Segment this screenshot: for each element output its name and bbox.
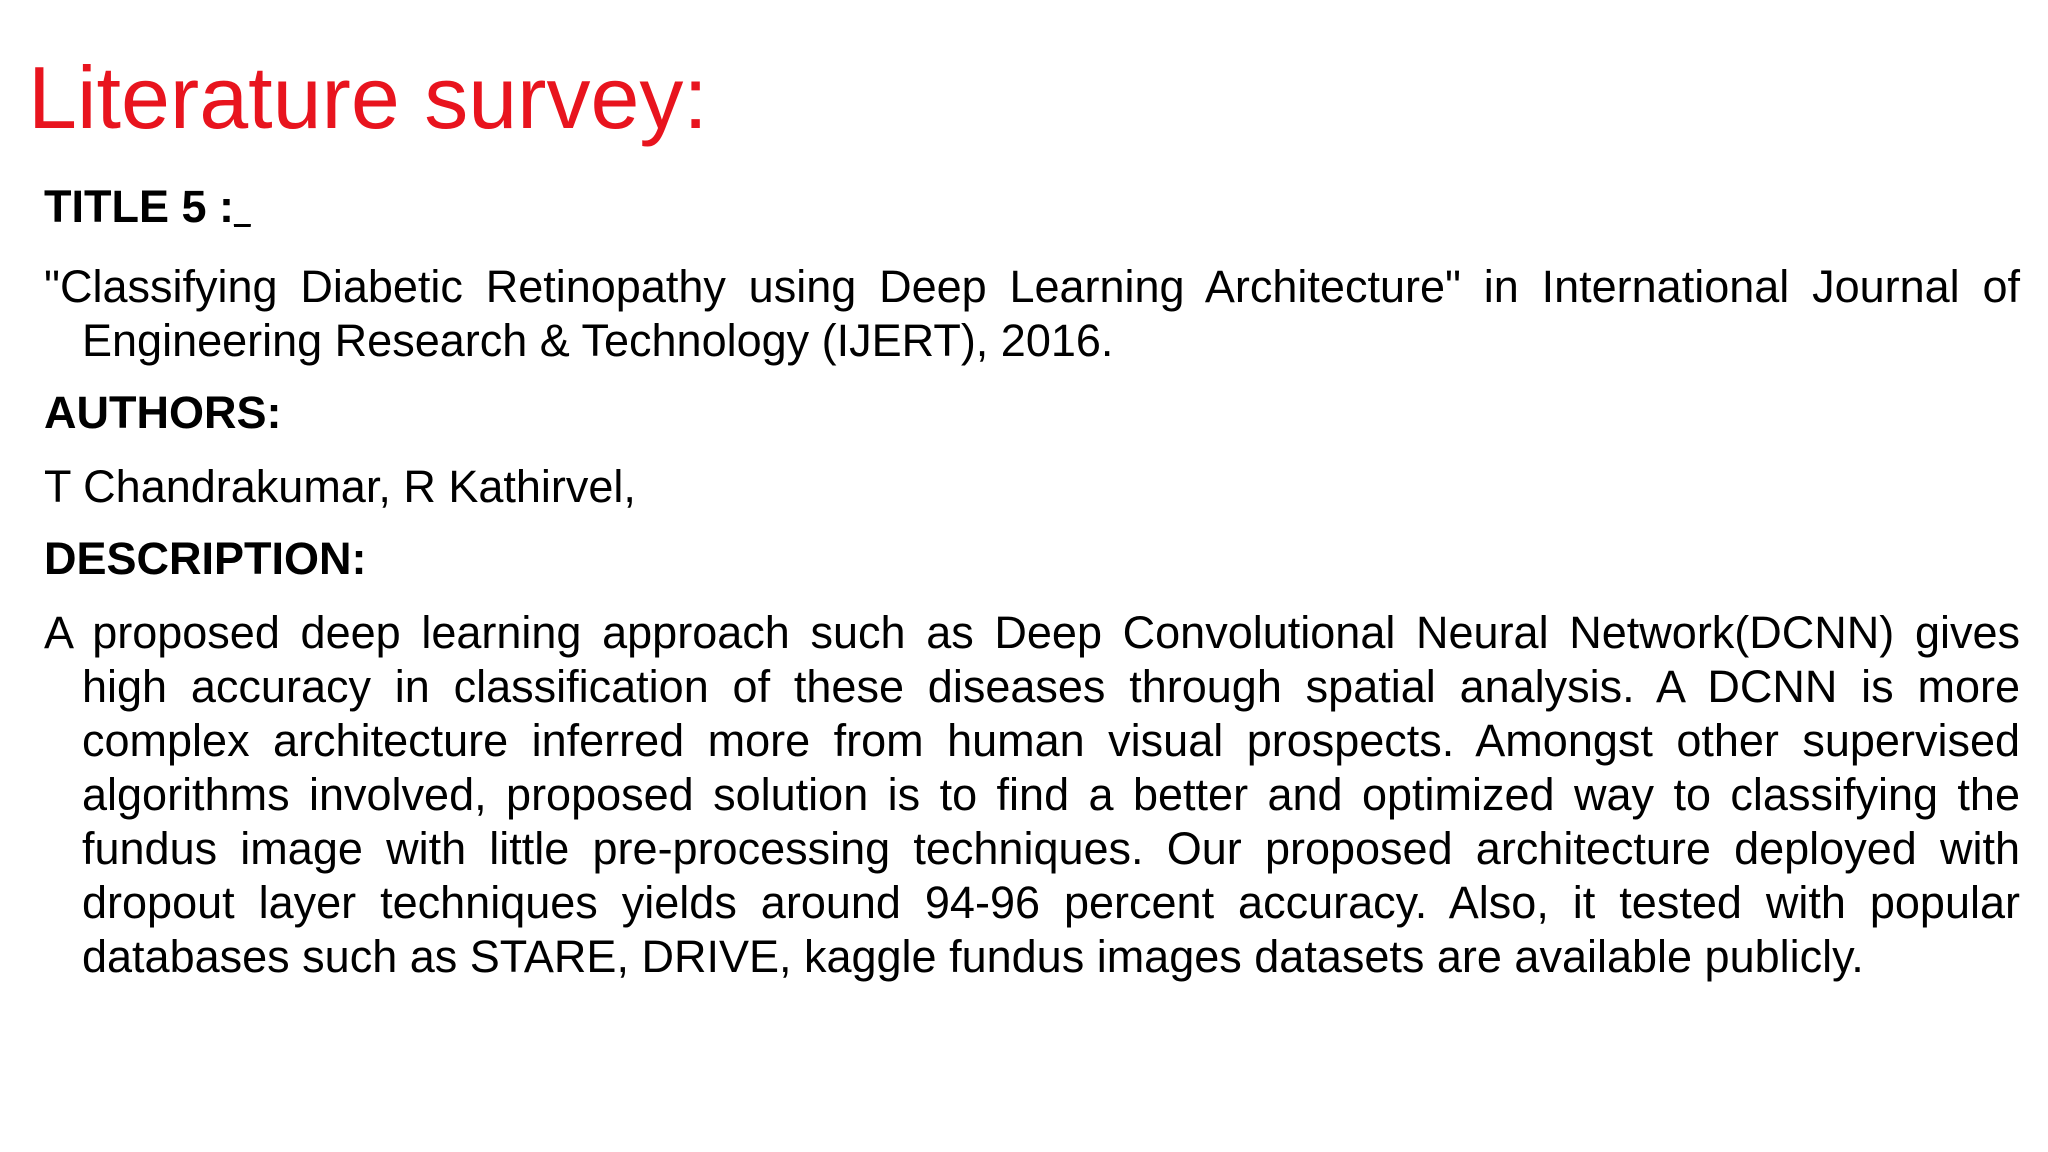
title-label xyxy=(44,180,2020,240)
paper-title-text: "Classifying Diabetic Retinopathy using Deep Learning Architecture" in International Journal of Engineering Research & Technology (IJERT), 2016. xyxy=(44,261,2020,366)
authors-label: AUTHORS: xyxy=(44,387,282,438)
title-label-trail: _ xyxy=(234,196,251,229)
description-text: A proposed deep learning approach such as Deep Convolutional Neural Network(DCNN) gives high accuracy in classification of these diseases through spatial analysis. A DCNN is more complex architecture inferred more from human visual prospects. Amongst other supervised algorithms involved, proposed solution is to find a better and optimized way to classifying the fundus image with little pre-processing techniques. Our proposed architecture deployed with dropout layer techniques yields around 94-96 percent accuracy. Also, it tested with popular databases such as STARE, DRIVE, kaggle fundus images datasets are available publicly. xyxy=(44,607,2020,982)
slide-title: Literature survey: xyxy=(28,48,708,147)
authors-text: T Chandrakumar, R Kathirvel, xyxy=(44,461,636,512)
description-label: DESCRIPTION: xyxy=(44,533,367,584)
slide-content xyxy=(44,180,2020,1006)
title-label-text: TITLE 5 : xyxy=(44,181,234,232)
